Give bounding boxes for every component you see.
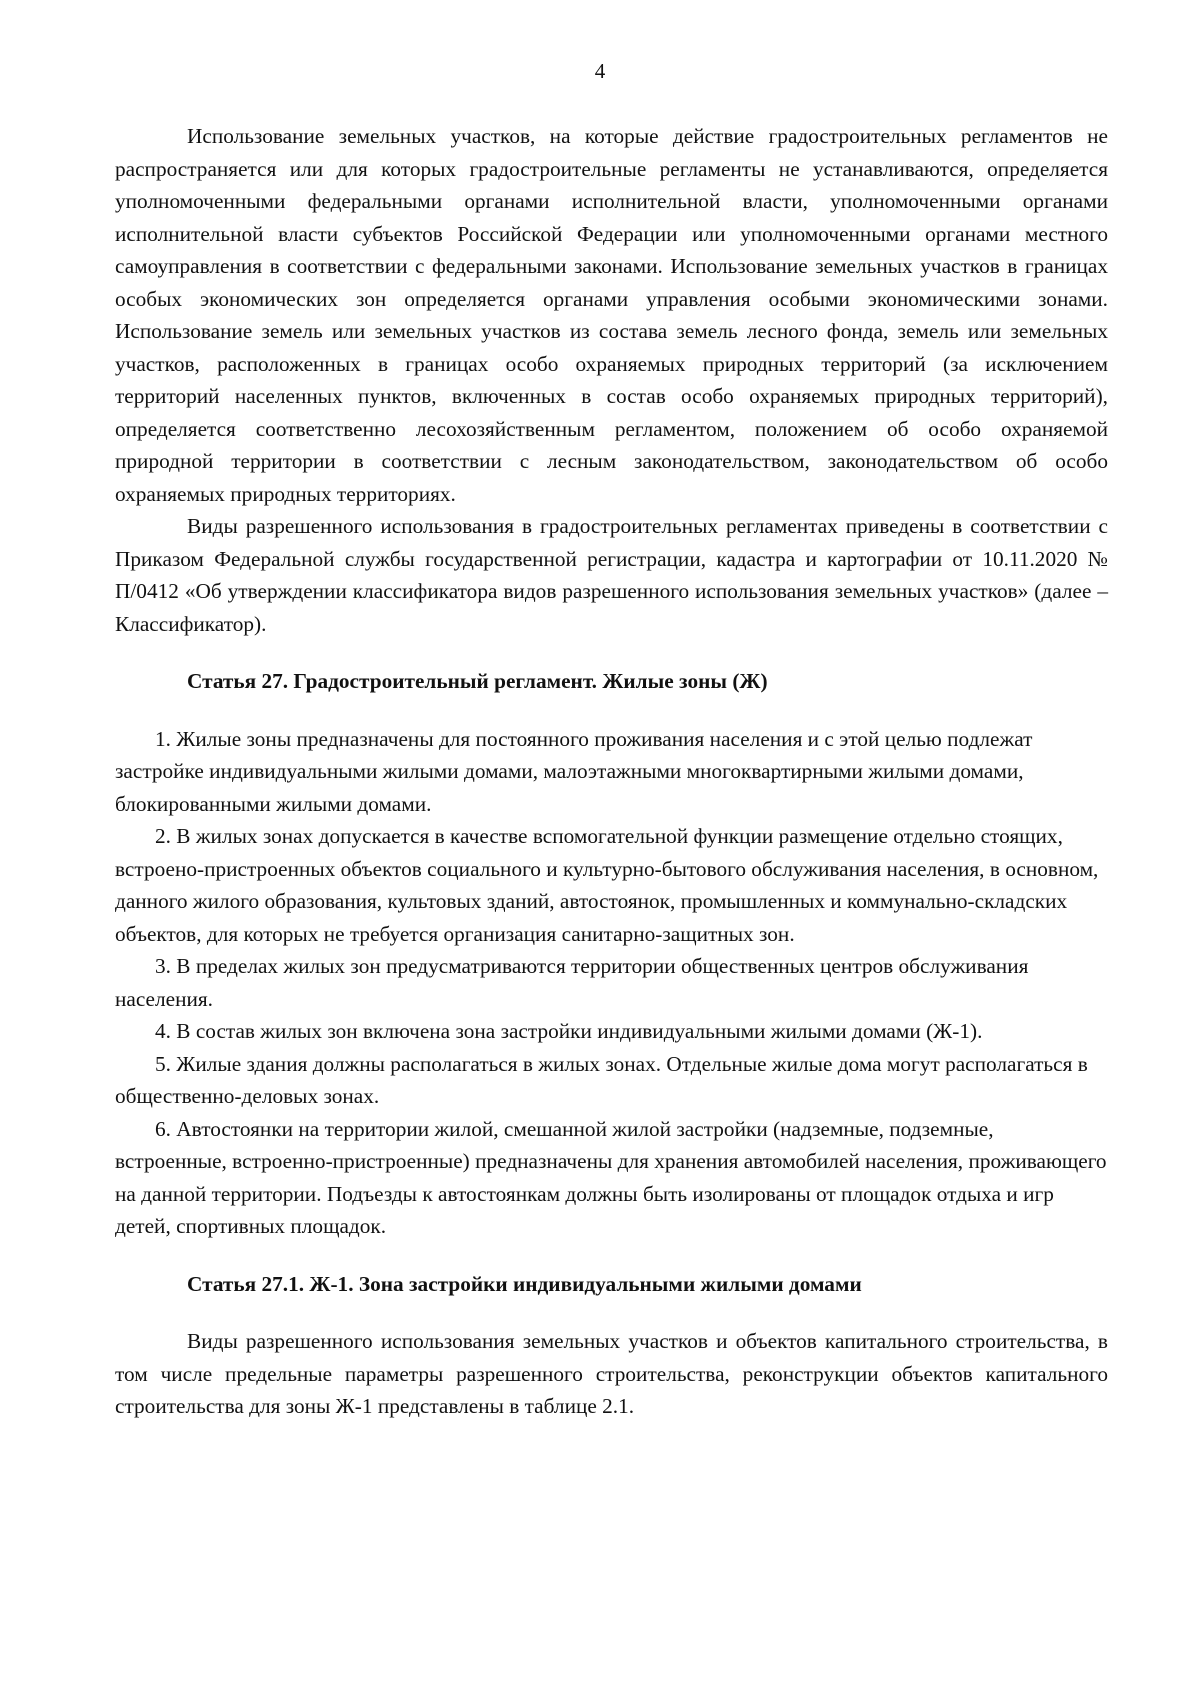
intro-paragraph-2: Виды разрешенного использования в градостроительных регламентах приведены в соответствии с Приказом Федеральной службы государственной регистрации, кадастра и картографии от 10.11.2020 № П/0412 «Об утверждении классификатора видов разрешенного использования земельных участков» (далее – Классификатор).: [115, 514, 1108, 636]
article-27-1-heading: Статья 27.1. Ж-1. Зона застройки индивидуальными жилыми домами: [187, 1271, 862, 1296]
article-27-item-4: 4. В состав жилых зон включена зона застройки индивидуальными жилыми домами (Ж-1).: [155, 1019, 983, 1043]
article-27-heading: Статья 27. Градостроительный регламент. Жилые зоны (Ж): [187, 669, 768, 693]
article-27-item-6: 6. Автостоянки на территории жилой, смешанной жилой застройки (надземные, подземные, встроенные, встроенно-пристроенные) предназначены для хранения автомобилей населения, проживающего на данной территории. Подъезды к автостоянкам должны быть изолированы от площадок отдыха и игр детей, спортивных площадок.: [115, 1116, 1107, 1238]
document-body: [115, 120, 1108, 1423]
article-27-item-1: 1. Жилые зоны предназначены для постоянного проживания населения и с этой целью подлежат застройке индивидуальными жилыми домами, малоэтажными многоквартирными жилыми домами, блокированными жилыми домами.: [115, 726, 1033, 816]
article-27-1-paragraph: Виды разрешенного использования земельных участков и объектов капитального строительства, в том числе предельные параметры разрешенного строительства, реконструкции объектов капитального строительства для зоны Ж-1 представлены в таблице 2.1.: [115, 1329, 1108, 1418]
article-27-item-2: 2. В жилых зонах допускается в качестве вспомогательной функции размещение отдельно стоящих, встроено-пристроенных объектов социального и культурно-бытового обслуживания населения, в основном, данного жилого образования, культовых зданий, автостоянок, промышленных и коммунально-складских объектов, для которых не требуется организация санитарно-защитных зон.: [115, 824, 1099, 946]
page-number: 4: [594, 59, 606, 83]
intro-paragraph-1: Использование земельных участков, на которые действие градостроительных регламентов не распространяется или для которых градостроительные регламенты не устанавливаются, определяется уполномоченными федеральными органами исполнительной власти, уполномоченными органами исполнительной власти субъектов Российской Федерации или уполномоченными органами местного самоуправления в соответствии с федеральными законами. Использование земельных участков в границах особых экономических зон определяется органами управления особыми экономическими зонами. Использование земель или земельных участков из состава земель лесного фонда, земель или земельных участков, расположенных в границах особо охраняемых природных территорий (за исключением территорий населенных пунктов, включенных в состав особо охраняемых природных территорий), определяется соответственно лесохозяйственным регламентом, положением об особо охраняемой природной территории в соответствии с лесным законодательством, законодательством об особо охраняемых природных территориях.: [115, 124, 1108, 506]
article-27-item-3: 3. В пределах жилых зон предусматриваются территории общественных центров обслуживания населения.: [115, 954, 1029, 1011]
article-27-item-5: 5. Жилые здания должны располагаться в жилых зонах. Отдельные жилые дома могут располагаться в общественно-деловых зонах.: [115, 1051, 1088, 1108]
